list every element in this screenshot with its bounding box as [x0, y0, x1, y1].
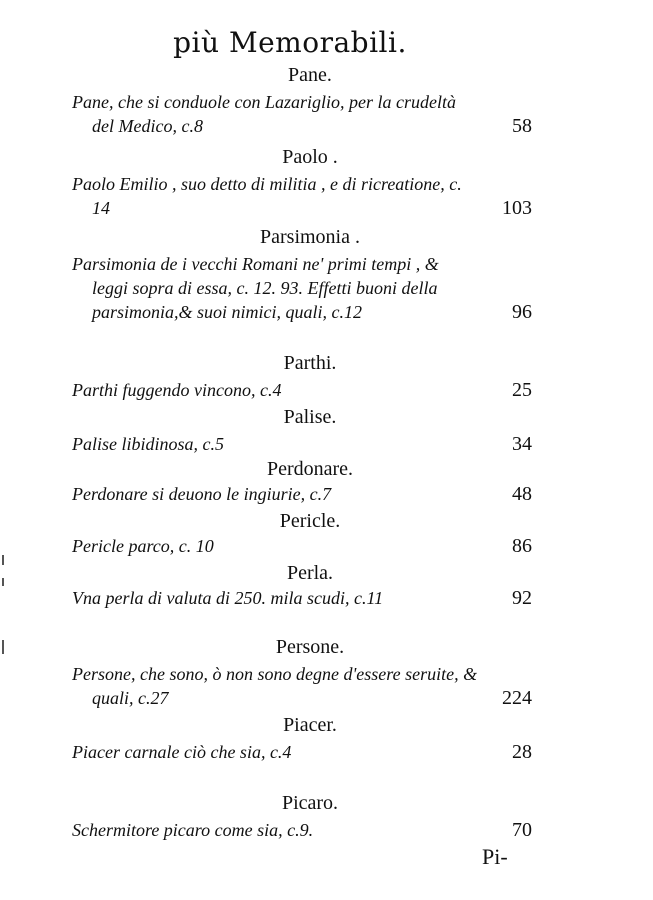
- entry-line: [72, 432, 532, 456]
- page-number: 96: [512, 301, 532, 323]
- entry-line-text: Parthi fuggendo vincono, c.4: [72, 380, 282, 400]
- entry-line: Paolo Emilio , suo detto di militia , e di ricreatione, c.: [72, 174, 462, 194]
- entry-line-text: 14: [92, 198, 110, 218]
- section-heading: Piacer.: [283, 714, 337, 736]
- entry-line-text: Perdonare si deuono le ingiurie, c.7: [72, 484, 332, 504]
- page-number: 48: [512, 483, 532, 505]
- binding-mark: [2, 578, 4, 586]
- page-number: 103: [502, 197, 532, 219]
- section-heading: Paolo .: [282, 146, 338, 168]
- entry-line: [72, 586, 532, 610]
- section-heading: Palise.: [283, 406, 337, 428]
- section-heading: Parsimonia .: [260, 226, 360, 248]
- entry-line: [72, 196, 532, 220]
- entry-line-text: Vna perla di valuta di 250. mila scudi, c.11: [72, 588, 384, 608]
- binding-mark: [2, 555, 4, 565]
- index-entry: [72, 818, 532, 842]
- entry-line: Pane, che si conduole con Lazariglio, per la crudeltà: [72, 92, 456, 112]
- entry-line-text: del Medico, c.8: [92, 116, 203, 136]
- index-entry: [72, 432, 532, 456]
- index-entry: [72, 90, 532, 138]
- section-heading: Parthi.: [283, 352, 337, 374]
- entry-line: [72, 686, 532, 710]
- binding-mark: [2, 640, 4, 654]
- page-number: 70: [512, 819, 532, 841]
- index-entry: [72, 534, 532, 558]
- index-entry: [72, 252, 532, 324]
- entry-line-text: Schermitore picaro come sia, c.9.: [72, 820, 314, 840]
- entry-line-text: Piacer carnale ciò che sia, c.4: [72, 742, 292, 762]
- entry-line: Parsimonia de i vecchi Romani ne' primi tempi , &: [72, 254, 439, 274]
- section-heading: Pericle.: [279, 510, 341, 532]
- index-entry: [72, 482, 532, 506]
- entry-line: [72, 740, 532, 764]
- page-number: 92: [512, 587, 532, 609]
- entry-line: Persone, che sono, ò non sono degne d'essere seruite, &: [72, 664, 478, 684]
- index-entry: [72, 740, 532, 764]
- page-number: 25: [512, 379, 532, 401]
- catchword: Pi-: [482, 844, 508, 869]
- page-number: 34: [512, 433, 532, 455]
- entry-line-text: quali, c.27: [92, 688, 169, 708]
- entry-line: [72, 378, 532, 402]
- index-entry: [72, 172, 532, 220]
- entry-line-text: Palise libidinosa, c.5: [72, 434, 224, 454]
- entry-line-text: parsimonia,& suoi nimici, quali, c.12: [92, 302, 362, 322]
- entry-line: [72, 482, 532, 506]
- section-heading: Perla.: [286, 562, 334, 584]
- section-heading: Perdonare.: [266, 458, 354, 480]
- page-number: 28: [512, 741, 532, 763]
- entry-line-text: Pericle parco, c. 10: [72, 536, 214, 556]
- page-number: 224: [502, 687, 532, 709]
- entry-line: [72, 300, 532, 324]
- section-heading: Persone.: [275, 636, 345, 658]
- section-heading: Picaro.: [281, 792, 339, 814]
- entry-line: leggi sopra di essa, c. 12. 93. Effetti buoni della: [92, 278, 438, 298]
- running-head: più Memorabili.: [173, 26, 407, 59]
- index-entry: [72, 586, 532, 610]
- page-number: 58: [512, 115, 532, 137]
- entry-line: [72, 114, 532, 138]
- index-entry: [72, 662, 532, 710]
- page-number: 86: [512, 535, 532, 557]
- entry-line: [72, 534, 532, 558]
- section-heading: Pane.: [288, 64, 332, 86]
- index-entry: [72, 378, 532, 402]
- entry-line: [72, 818, 532, 842]
